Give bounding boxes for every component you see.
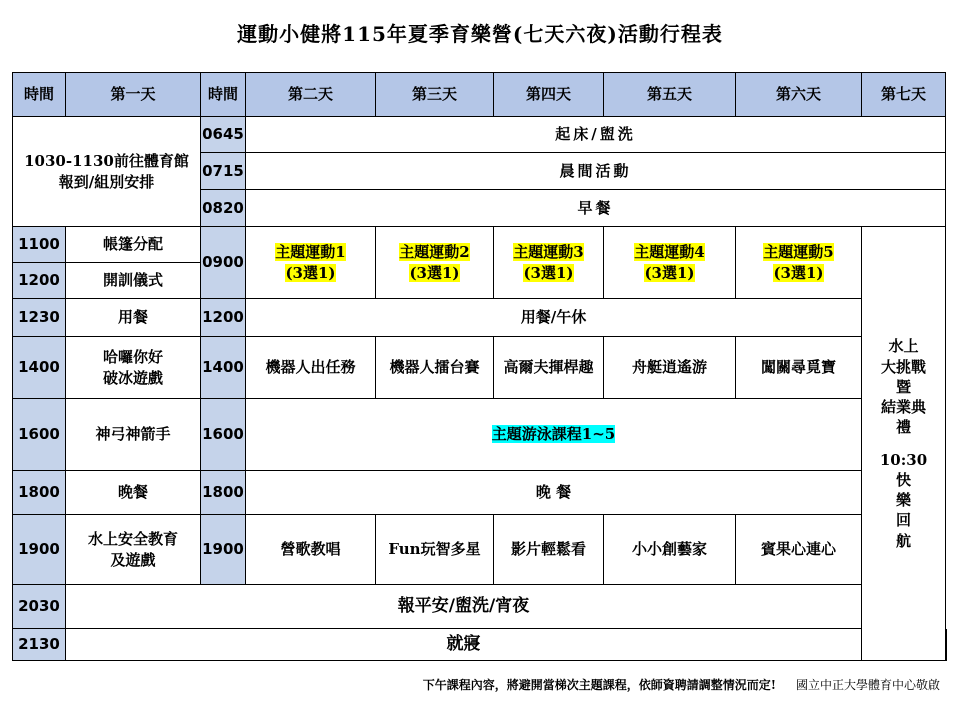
day1-lunch-cell: 用餐 [66,299,201,337]
row-1230 [13,299,947,337]
time-1600: 1600 [201,399,246,471]
day7-line5: 禮 [895,418,911,437]
afternoon-2-cell: 機器人擂台賽 [376,337,494,399]
header-day7: 第七天 [862,73,946,117]
time-1800: 1800 [201,471,246,515]
day7-line1: 水上 [888,337,919,356]
time-1400-day1: 1400 [13,337,66,399]
header-row [13,73,947,117]
row-0645 [13,117,947,153]
header-day6: 第六天 [736,73,862,117]
theme-2-cell [376,227,494,299]
header-day4: 第四天 [494,73,604,117]
water-safety-line1: 水上安全教育 [87,530,178,549]
time-0900: 0900 [201,227,246,299]
theme-3-cell [494,227,604,299]
theme-5-line2: (3選1) [773,263,824,282]
theme-3-line2: (3選1) [523,263,574,282]
day1-dinner-cell: 晚餐 [66,471,201,515]
day7-line2: 大挑戰 [880,357,926,376]
theme-2-line1: 主題運動2 [399,243,470,262]
theme-1-line1: 主題運動1 [275,243,346,262]
row-2130 [13,629,947,661]
theme-1-cell [246,227,376,299]
evening-4-cell: 小小創藝家 [604,515,736,585]
header-time2: 時間 [201,73,246,117]
bedtime-cell: 就寢 [66,629,862,661]
opening-ceremony-cell: 開訓儀式 [66,263,201,299]
time-1400: 1400 [201,337,246,399]
water-safety-line2: 及遊戲 [110,550,156,569]
theme-4-cell [604,227,736,299]
time-1200-day1: 1200 [13,263,66,299]
afternoon-3-cell: 高爾夫揮桿趣 [494,337,604,399]
row-1400 [13,337,947,399]
footer [0,676,940,693]
theme-4-line1: 主題運動4 [634,243,705,262]
header-day1: 第一天 [66,73,201,117]
icebreaker-line2: 破冰遊戲 [102,368,163,387]
lunch-rest-cell: 用餐/午休 [246,299,862,337]
header-day2: 第二天 [246,73,376,117]
row-1100 [13,227,947,263]
dinner-cell: 晚 餐 [246,471,862,515]
time-1900: 1900 [201,515,246,585]
report-wash-snack-cell: 報平安/盥洗/宵夜 [66,585,862,629]
theme-5-line1: 主題運動5 [763,243,834,262]
tent-assign-cell: 帳篷分配 [66,227,201,263]
morning-activity-cell: 晨間活動 [246,153,946,190]
time-1100: 1100 [13,227,66,263]
time-2130: 2130 [13,629,66,661]
time-1200: 1200 [201,299,246,337]
row-1600 [13,399,947,471]
theme-2-line2: (3選1) [409,263,460,282]
checkin-line2: 報到/組別安排 [58,172,155,191]
header-time: 時間 [13,73,66,117]
time-1900-day1: 1900 [13,515,66,585]
afternoon-4-cell: 舟艇逍遙游 [604,337,736,399]
swim-cell [246,399,862,471]
breakfast-cell: 早餐 [246,190,946,227]
schedule-table [12,72,947,661]
afternoon-1-cell: 機器人出任務 [246,337,376,399]
time-2030: 2030 [13,585,66,629]
icebreaker-line1: 哈囉你好 [102,348,163,367]
header-day3: 第三天 [376,73,494,117]
day7-line9: 回 [895,511,911,530]
footer-org: 國立中正大學體育中心敬啟 [795,678,940,692]
time-0645: 0645 [201,117,246,153]
day7-tail-cell [946,629,947,661]
theme-5-cell [736,227,862,299]
evening-1-cell: 營歌教唱 [246,515,376,585]
time-0820: 0820 [201,190,246,227]
evening-2-cell: Fun玩智多星 [376,515,494,585]
day7-line4: 結業典 [880,398,926,416]
day7-line3: 暨 [895,377,911,396]
afternoon-5-cell: 闖關尋覓寶 [736,337,862,399]
theme-4-line2: (3選1) [644,263,695,282]
day7-line6: 10:30 [879,450,928,469]
icebreaker-cell [66,337,201,399]
time-1600-day1: 1600 [13,399,66,471]
time-0715: 0715 [201,153,246,190]
row-2030 [13,585,947,629]
evening-3-cell: 影片輕鬆看 [494,515,604,585]
water-safety-cell [66,515,201,585]
theme-3-line1: 主題運動3 [513,243,584,262]
header-day5: 第五天 [604,73,736,117]
time-1230: 1230 [13,299,66,337]
schedule-title: 運動小健將115年夏季育樂營(七天六夜)活動行程表 [237,22,723,46]
day7-line8: 樂 [895,491,911,509]
checkin-line1: 1030-1130前往體育館 [24,152,189,171]
archery-cell: 神弓神箭手 [66,399,201,471]
wake-cell: 起床/盥洗 [246,117,946,153]
checkin-cell [13,117,201,227]
evening-5-cell: 賓果心連心 [736,515,862,585]
day7-line7: 快 [895,470,911,489]
swim-label: 主題游泳課程1~5 [491,425,616,444]
time-1800-day1: 1800 [13,471,66,515]
row-1900 [13,515,947,585]
footer-note: 下午課程內容，將避開當梯次主題課程，依師資聘請調整情況而定! [422,678,776,692]
day7-cell [862,227,946,661]
day7-line10: 航 [895,531,911,550]
row-1800 [13,471,947,515]
theme-1-line2: (3選1) [285,263,336,282]
